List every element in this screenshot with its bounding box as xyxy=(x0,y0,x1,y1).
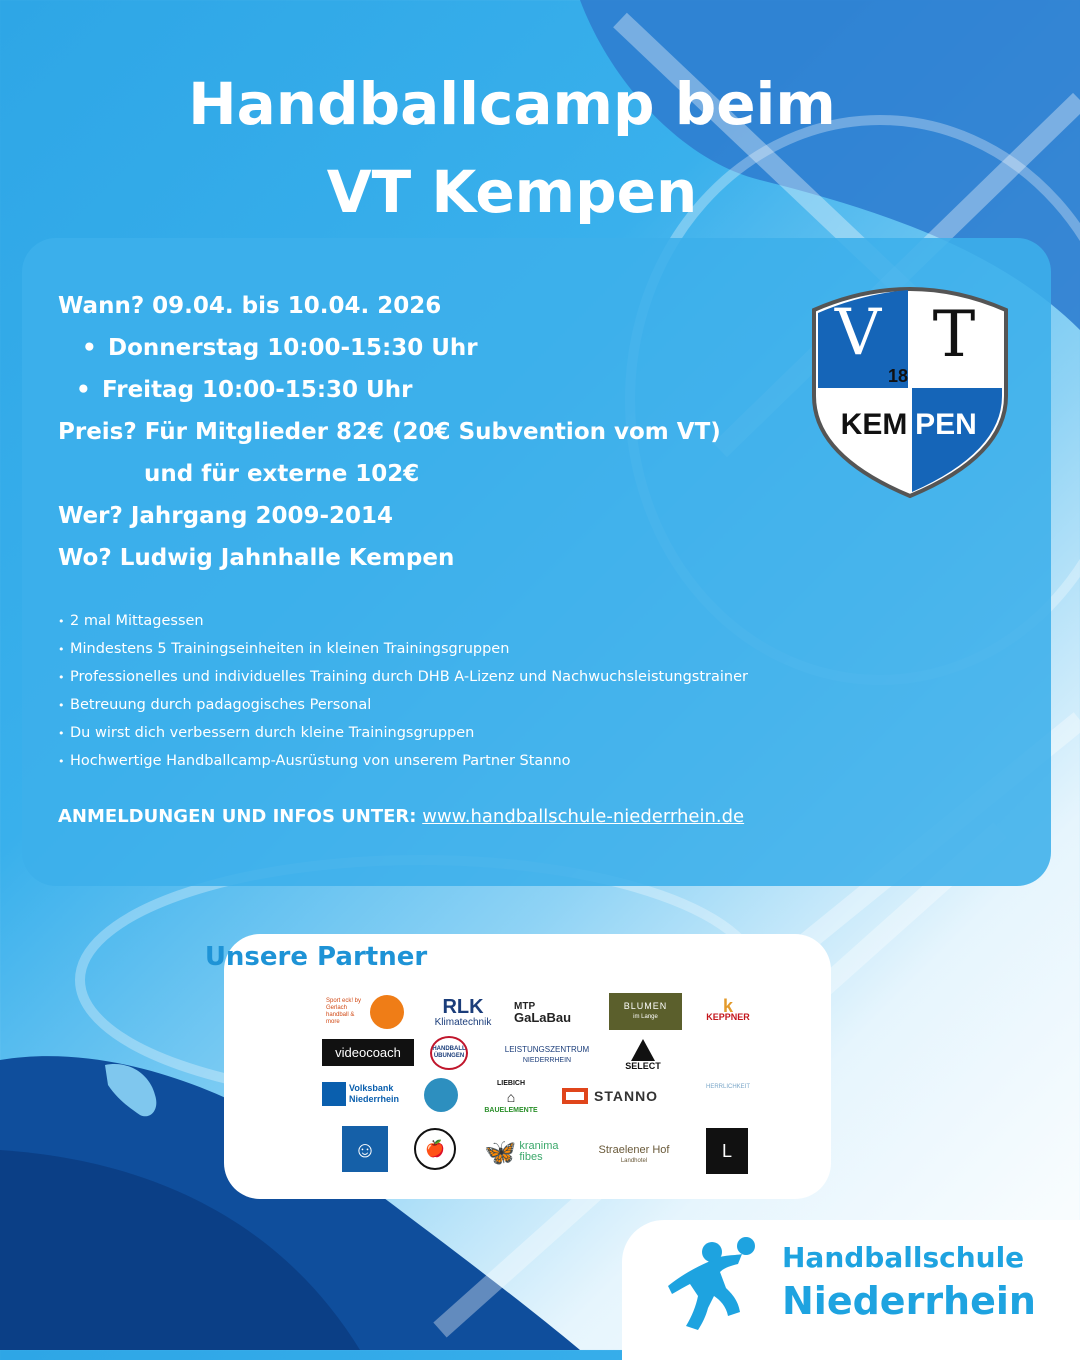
registration-link[interactable]: www.handballschule-niederrhein.de xyxy=(422,806,745,827)
dark-partner-logo: L xyxy=(706,1128,748,1174)
keppner-text: KEPPNER xyxy=(706,1012,750,1022)
circle-partner-logo xyxy=(424,1078,458,1112)
select-star-icon xyxy=(631,1039,655,1061)
select-text: SELECT xyxy=(625,1060,661,1071)
registration xyxy=(58,806,744,827)
herrlichkeit-text: HERRLICHKEIT xyxy=(705,1083,750,1090)
handball-uebungen-logo xyxy=(430,1036,468,1070)
crest-letter-v: V xyxy=(834,296,882,370)
brand-line-2: Niederrhein xyxy=(782,1279,1036,1323)
vt-kempen-crest xyxy=(802,276,1018,500)
blumen-logo xyxy=(609,993,682,1030)
brand-name xyxy=(782,1238,1036,1324)
handball-uebungen-text: HANDBALL ÜBUNGEN xyxy=(432,1046,466,1059)
liebich-sub: BAUELEMENTE xyxy=(484,1107,538,1114)
title-line-1: Handballcamp beim xyxy=(188,70,836,138)
crest-year-a: 18 xyxy=(887,366,909,386)
sportecul-text: Sport eck! by Gerlach handball & more xyxy=(326,998,362,1025)
sportecul-logo xyxy=(326,992,410,1032)
blumen-sub: im Lange xyxy=(633,1013,658,1020)
videocoach-logo xyxy=(322,1039,414,1066)
people-partner-logo: ☺ xyxy=(342,1126,388,1172)
straelener-sub: Landhotel xyxy=(620,1158,648,1164)
straelener-text: Straelener Hof xyxy=(598,1144,670,1156)
blumen-text: BLUMEN xyxy=(623,1000,668,1011)
rlk-text: RLK xyxy=(442,995,484,1018)
kranima-logo xyxy=(484,1132,572,1172)
page-title xyxy=(0,60,1024,236)
stanno-logo xyxy=(562,1084,680,1108)
volksbank-icon xyxy=(322,1082,346,1106)
title-line-2: VT Kempen xyxy=(326,158,698,226)
feature-item: • Professionelles und individuelles Training durch DHB A-Lizenz und Nachwuchsleistungstrainer xyxy=(58,664,748,692)
volksbank-text-group xyxy=(349,1083,399,1105)
where-text: Wo? Ludwig Jahnhalle Kempen xyxy=(58,545,455,571)
day-1: • Donnerstag 10:00-15:30 Uhr xyxy=(58,328,721,370)
kranima-text-group xyxy=(519,1141,558,1163)
feature-item: • 2 mal Mittagessen xyxy=(58,608,748,636)
registration-label: ANMELDUNGEN UND INFOS UNTER: xyxy=(58,806,417,827)
mtp-sub: GaLaBau xyxy=(514,1010,572,1025)
straelener-hof-logo xyxy=(592,1128,676,1172)
keppner-logo xyxy=(702,992,754,1032)
videocoach-text: videocoach xyxy=(335,1045,401,1060)
price-external: und für externe 102€ xyxy=(144,461,420,487)
leistungszentrum-text: LEISTUNGSZENTRUM xyxy=(504,1045,590,1054)
volksbank-text: Volksbank xyxy=(349,1083,394,1093)
keppner-k-icon: k xyxy=(722,996,733,1016)
partners-title: Unsere Partner xyxy=(204,942,428,972)
select-logo xyxy=(620,1034,666,1076)
day-2: • Freitag 10:00-15:30 Uhr xyxy=(58,370,721,412)
feature-item: • Mindestens 5 Trainingseinheiten in kleinen Trainingsgruppen xyxy=(58,636,748,664)
apple-partner-logo: 🍎 xyxy=(414,1128,456,1170)
handball-player-icon xyxy=(668,1236,764,1332)
leistungszentrum-logo xyxy=(488,1042,606,1068)
features-list xyxy=(58,608,748,776)
crest-name-b: PEN xyxy=(915,408,977,441)
camp-details xyxy=(58,286,721,580)
stanno-icon xyxy=(562,1088,588,1104)
crest-year-b: 59 xyxy=(913,366,935,386)
who-text: Wer? Jahrgang 2009-2014 xyxy=(58,503,394,529)
handball-ball-icon xyxy=(370,995,404,1029)
feature-item: • Betreuung durch padagogisches Personal xyxy=(58,692,748,720)
brand-line-1: Handballschule xyxy=(782,1241,1025,1274)
herrlichkeit-logo xyxy=(698,1064,758,1110)
rlk-sub: Klimatechnik xyxy=(434,1016,492,1028)
rlk-logo xyxy=(430,994,496,1030)
volksbank-logo xyxy=(322,1080,414,1108)
when-text: Wann? 09.04. bis 10.04. 2026 xyxy=(58,293,442,319)
leistungszentrum-sub: NIEDERRHEIN xyxy=(522,1057,572,1064)
stanno-text: STANNO xyxy=(594,1087,659,1104)
mtp-logo xyxy=(514,996,580,1028)
mtp-text: MTP xyxy=(514,1001,536,1012)
crest-letter-t: T xyxy=(932,298,976,372)
price-members: Preis? Für Mitglieder 82€ (20€ Subvention vom VT) xyxy=(58,419,721,445)
liebich-text: LIEBICH xyxy=(497,1080,525,1087)
crest-name-a: KEM xyxy=(840,408,908,441)
kranima-sub: fibes xyxy=(519,1151,543,1163)
kranima-text: kranima xyxy=(519,1140,559,1152)
feature-item: • Du wirst dich verbessern durch kleine Trainingsgruppen xyxy=(58,720,748,748)
volksbank-sub: Niederrhein xyxy=(349,1094,400,1104)
house-icon: ⌂ xyxy=(506,1089,516,1105)
liebich-logo xyxy=(480,1076,542,1118)
feature-item: • Hochwertige Handballcamp-Ausrüstung von unserem Partner Stanno xyxy=(58,748,748,776)
butterfly-icon: 🦋 xyxy=(484,1136,517,1167)
